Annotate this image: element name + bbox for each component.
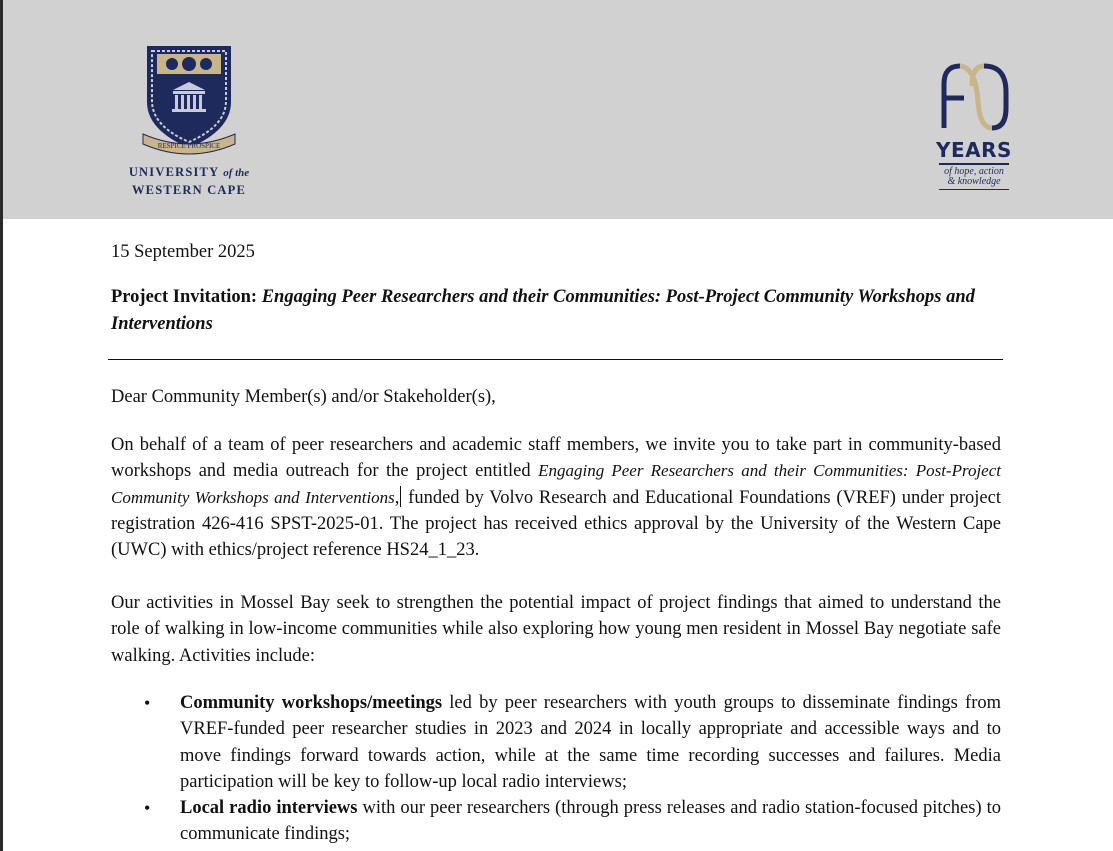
title-divider (108, 359, 1003, 360)
tagline-line1: of hope, action (944, 165, 1004, 177)
intro-project-name: Engaging Peer Researchers and their Communities: Post-Project Community Workshops and Interventions (111, 461, 1001, 507)
letter-date: 15 September 2025 (111, 242, 255, 262)
intro-text-2: funded by Volvo Research and Educational Foundations (VREF) under project registration 426-416 SPST-2025-01. The project has received ethics approval by the University of the Western Cape (UWC) with ethics/project reference HS24_1_23. (111, 487, 1001, 561)
uwc-crest-icon (139, 44, 239, 156)
logo-rule-bottom (939, 189, 1009, 191)
list-item-text: led by peer researchers with youth groups to disseminate findings from VREF-funded peer researcher studies in 2023 and 2024 in locally appropriate and accessible ways and to move findings forward towards action, while at the same time recording successes and failures. Media participation will be key to follow-up local radio interviews; (180, 693, 1002, 792)
bullet-icon: • (144, 693, 151, 713)
university-name-of-the: of the (223, 167, 250, 179)
tagline-line2: & knowledge (947, 175, 1001, 187)
intro-text-1: On behalf of a team of peer researchers and academic staff members, we invite you to take part in community-based workshops and media outreach for the project entitled (111, 435, 1001, 482)
list-item[interactable] (111, 795, 1001, 848)
logo-rule (939, 163, 1009, 165)
intro-comma: , (394, 487, 400, 508)
paragraph-intro[interactable] (111, 432, 1001, 563)
paragraph-activities[interactable]: Our activities in Mossel Bay seek to strengthen the potential impact of project findings that aimed to understand the role of walking in low-income communities while also exploring how young men resident in Mossel Bay negotiate safe walking. Activities include: (111, 593, 1001, 666)
list-item[interactable] (111, 690, 1001, 795)
uwc-logo (121, 44, 257, 199)
university-name (121, 164, 257, 199)
years-label: YEARS (936, 138, 1012, 162)
list-item-heading: Community workshops/meetings (180, 693, 443, 713)
university-name-line2: WESTERN CAPE (131, 183, 247, 197)
bullet-icon: • (144, 798, 151, 819)
list-item-text: with our peer researchers (through press releases and radio station-focused pitches) to communicate findings; (180, 798, 1001, 845)
letterhead-band (3, 0, 1113, 219)
crest-motto: RESPICE PROSPICE (157, 142, 221, 150)
anniversary-logo (933, 62, 1015, 192)
salutation: Dear Community Member(s) and/or Stakeholder(s), (111, 387, 496, 407)
activities-list (111, 690, 1001, 848)
title-prefix: Project Invitation: (111, 287, 262, 307)
title-project-name: Engaging Peer Researchers and their Communities: Post-Project Community Workshops and Interventions (111, 287, 975, 334)
university-name-line1: UNIVERSITY (128, 165, 219, 179)
sixty-years-icon (938, 62, 1010, 132)
list-item-heading: Local radio interviews (180, 798, 358, 819)
letter-title (111, 284, 1001, 337)
